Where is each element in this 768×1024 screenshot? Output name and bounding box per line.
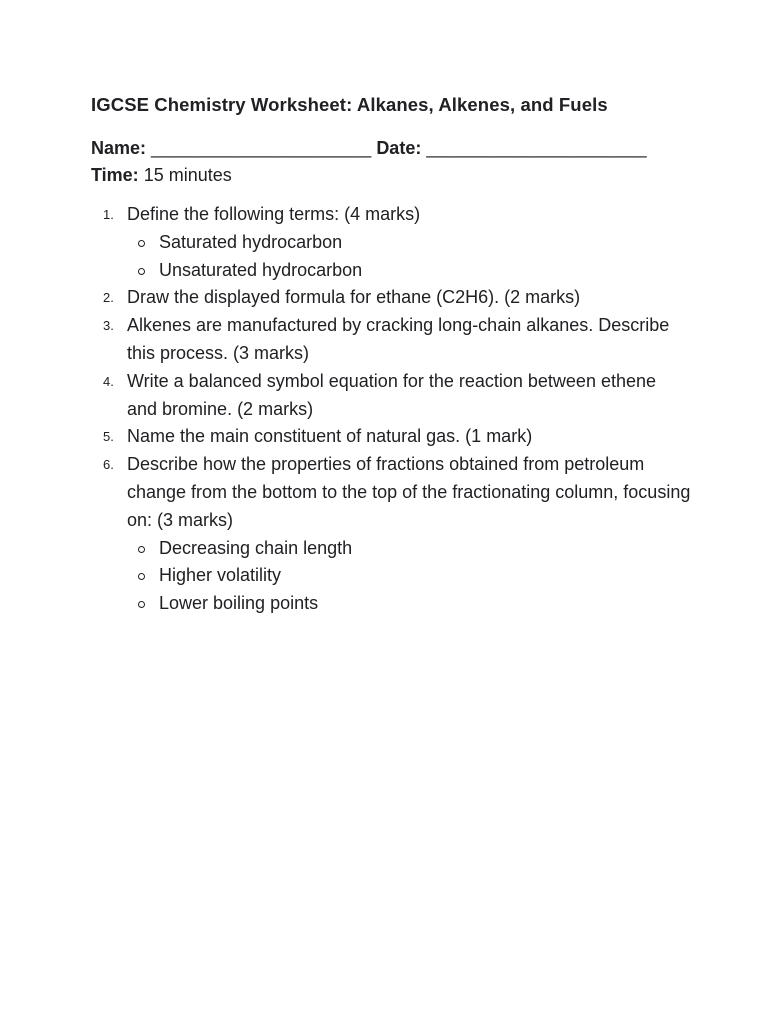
hollow-bullet-icon [138,268,145,275]
question-item [91,284,691,312]
worksheet-title: IGCSE Chemistry Worksheet: Alkanes, Alkenes, and Fuels [91,94,608,115]
sub-item-text: Saturated hydrocarbon [159,231,343,252]
time-line [91,162,691,189]
name-date-line [91,135,691,162]
question-text: Draw the displayed formula for ethane (C2H6). (2 marks) [127,287,581,308]
question-text: Define the following terms: (4 marks) [127,204,421,224]
question-text: Write a balanced symbol equation for the reaction between ethene and bromine. (2 marks) [127,370,657,419]
sub-item [127,257,691,285]
question-number: 3. [103,318,114,334]
question-number: 5. [103,429,114,445]
question-number: 6. [103,457,114,473]
question-number: 2. [103,290,114,306]
worksheet-page [91,92,691,618]
sub-item [127,229,691,257]
sub-item-text: Decreasing chain length [159,537,353,558]
sub-item [127,562,691,590]
question-number: 4. [103,373,114,389]
question-text: Alkenes are manufactured by cracking long-chain alkanes. Describe this process. (3 marks) [127,315,670,363]
date-label: Date: [376,138,422,158]
sub-list [127,229,691,285]
hollow-bullet-icon [138,601,145,608]
sub-item-text: Higher volatility [159,565,282,586]
sub-item-text: Lower boiling points [159,593,319,614]
question-item [91,368,691,424]
hollow-bullet-icon [138,240,145,247]
hollow-bullet-icon [138,546,145,553]
question-text: Name the main constituent of natural gas. (1 mark) [127,426,533,447]
name-label: Name: [91,138,147,158]
question-item [91,201,691,284]
time-value: 15 minutes [143,165,232,185]
question-item [91,451,691,618]
question-item [91,423,691,451]
question-item [91,312,691,368]
name-blank: ______________________ [151,138,372,158]
question-number: 1. [103,207,114,222]
sub-item [127,535,691,563]
question-list [91,201,691,618]
question-text: Describe how the properties of fractions obtained from petroleum change from the bottom to the top of the fractionating column, focusing on: (3 marks) [127,454,691,530]
time-label: Time: [91,165,139,185]
date-blank: ______________________ [426,138,647,158]
hollow-bullet-icon [138,573,145,580]
sub-item-text: Unsaturated hydrocarbon [159,259,363,280]
sub-item [127,590,691,618]
sub-list [127,535,691,618]
